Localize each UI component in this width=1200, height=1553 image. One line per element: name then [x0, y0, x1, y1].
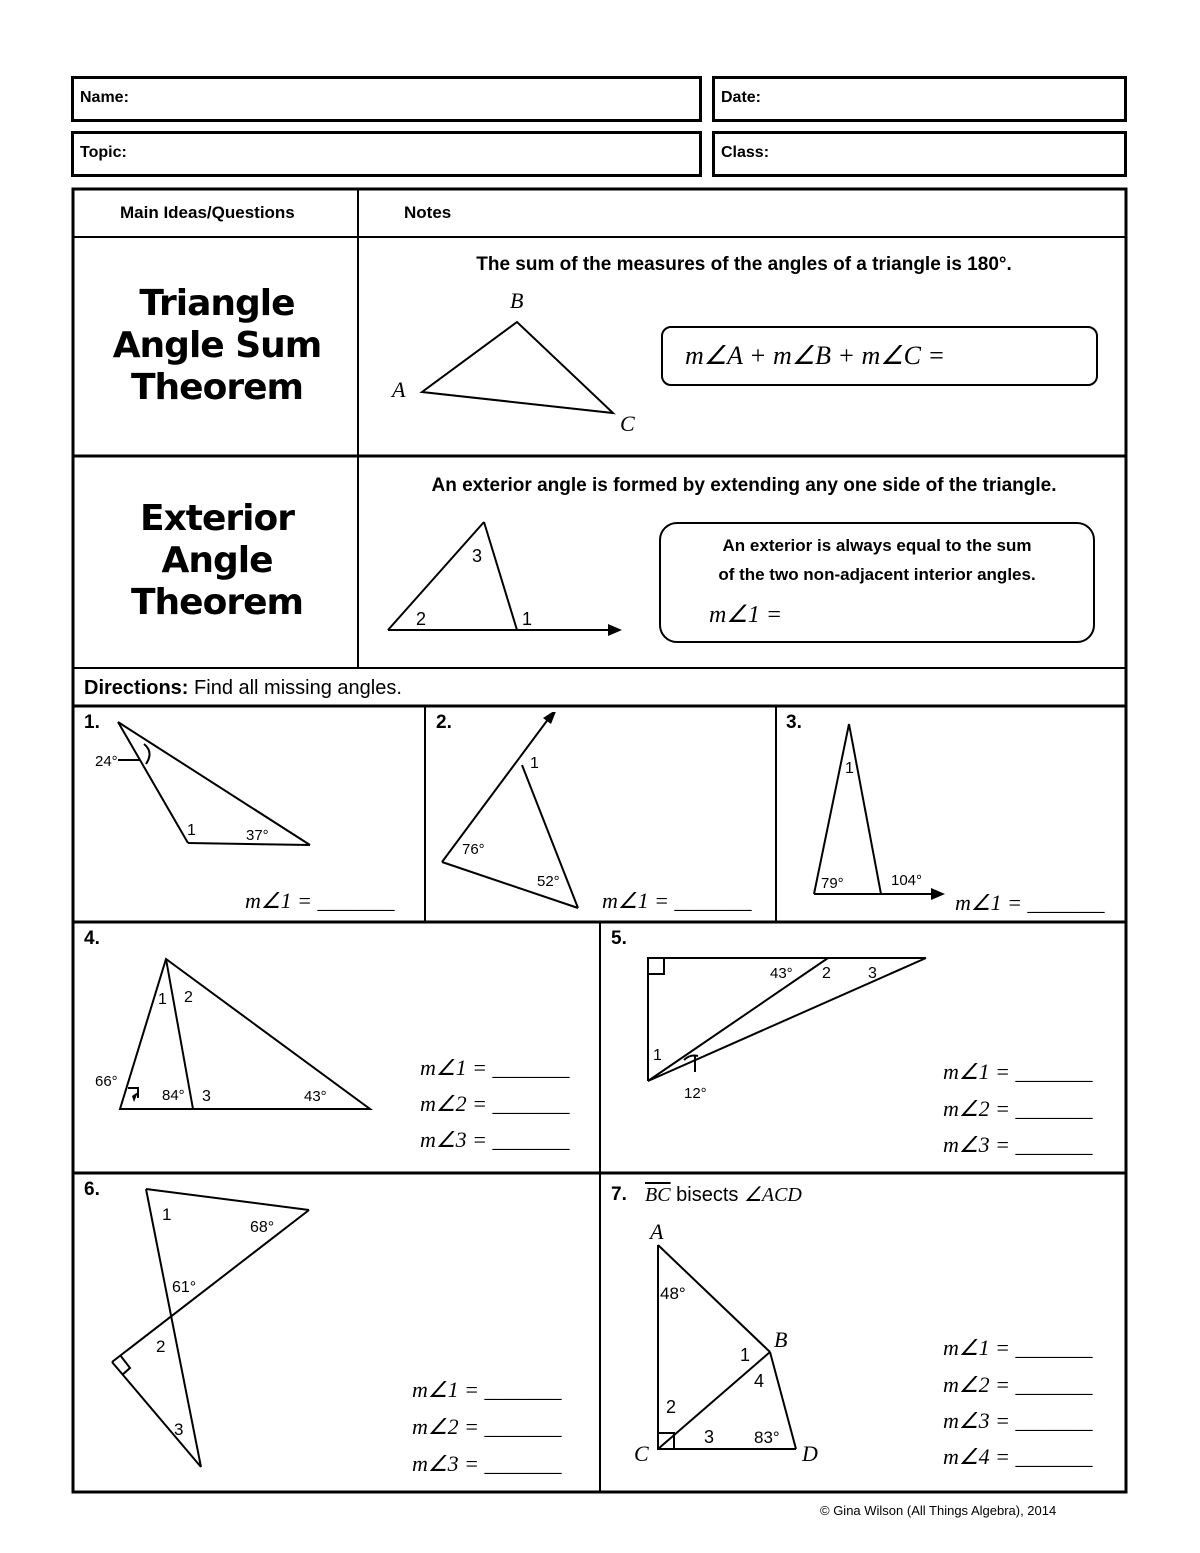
- p5-label-3: 3: [868, 965, 877, 982]
- problem-number: 7.: [611, 1184, 627, 1205]
- title-line: Angle: [161, 540, 273, 581]
- p6-label-61: 61°: [172, 1279, 197, 1296]
- title-line: Theorem: [130, 367, 303, 408]
- p4-label-84: 84°: [162, 1087, 185, 1104]
- answer-blank[interactable]: m∠3 = _______: [412, 1451, 562, 1476]
- p7-vertex-c: C: [634, 1441, 649, 1466]
- problem-2-diagram: [430, 712, 630, 912]
- p7-label-4: 4: [754, 1371, 765, 1391]
- answer-blank[interactable]: m∠2 = _______: [943, 1096, 1093, 1121]
- notes-header: Notes: [404, 203, 452, 222]
- answer-blank[interactable]: m∠1 = _______: [602, 888, 752, 913]
- p5-label-2: 2: [822, 965, 831, 982]
- sum-formula-box: [661, 326, 1098, 386]
- angle-1-label: 1: [522, 609, 533, 629]
- sum-formula: m∠A + m∠B + m∠C =: [685, 341, 946, 370]
- directions: [84, 677, 402, 700]
- problem-5-diagram: [640, 948, 940, 1108]
- title-line: Triangle: [139, 283, 295, 324]
- answer-blank[interactable]: m∠2 = _______: [420, 1091, 570, 1116]
- problem-4-diagram: [90, 948, 390, 1118]
- p7-label-48: 48°: [660, 1284, 686, 1303]
- p6-label-3: 3: [174, 1420, 184, 1439]
- p7-label-2: 2: [666, 1397, 677, 1417]
- main-ideas-header: Main Ideas/Questions: [120, 203, 295, 222]
- p4-label-3: 3: [202, 1088, 211, 1105]
- title-line: Angle Sum: [112, 325, 322, 366]
- answer-blank[interactable]: m∠1 = _______: [412, 1377, 562, 1402]
- problem-number: 6.: [84, 1179, 100, 1200]
- problem-6-diagram: [100, 1180, 330, 1480]
- p5-label-12: 12°: [684, 1085, 707, 1102]
- p1-label-1: 1: [187, 822, 196, 839]
- problem-7-diagram: [630, 1215, 830, 1475]
- exterior-angle-title: [76, 498, 358, 624]
- p4-label-66: 66°: [95, 1073, 118, 1090]
- rule-line: An exterior is always equal to the sum: [722, 536, 1032, 555]
- problem-number: 5.: [611, 928, 627, 949]
- vertex-a-label: A: [392, 377, 406, 402]
- p5-label-1: 1: [653, 1047, 662, 1064]
- copyright: © Gina Wilson (All Things Algebra), 2014: [820, 1503, 1057, 1518]
- title-line: Theorem: [130, 582, 303, 623]
- triangle-abc-diagram: [380, 285, 650, 445]
- exterior-angle-statement: An exterior angle is formed by extending any one side of the triangle.: [431, 475, 1057, 496]
- exterior-formula: m∠1 =: [709, 602, 783, 628]
- answer-blank[interactable]: m∠4 = _______: [943, 1444, 1093, 1469]
- p4-label-2: 2: [184, 989, 193, 1006]
- p7-vertex-b: B: [774, 1327, 788, 1352]
- p4-label-43: 43°: [304, 1088, 327, 1105]
- date-label: Date:: [721, 89, 762, 106]
- segment-bc: $\overline{BC}$: [645, 1184, 671, 1206]
- problem-number: 4.: [84, 928, 100, 949]
- directions-text: Find all missing angles.: [194, 677, 402, 699]
- vertex-c-label: C: [620, 411, 635, 436]
- problem-number: 1.: [84, 712, 100, 733]
- answer-blank[interactable]: m∠1 = _______: [943, 1335, 1093, 1360]
- p7-label-83: 83°: [754, 1428, 780, 1447]
- angle-acd: ∠ACD: [743, 1184, 802, 1206]
- problem-3-diagram: [805, 715, 955, 905]
- p6-label-1: 1: [162, 1205, 172, 1224]
- p2-label-1: 1: [530, 755, 539, 772]
- name-label: Name:: [80, 89, 129, 106]
- answer-blank[interactable]: m∠3 = _______: [943, 1408, 1093, 1433]
- problem-number: 3.: [786, 712, 802, 733]
- p3-label-1: 1: [845, 760, 854, 777]
- answer-blank[interactable]: m∠3 = _______: [943, 1132, 1093, 1157]
- answer-blank[interactable]: m∠2 = _______: [412, 1414, 562, 1439]
- p2-label-52: 52°: [537, 873, 560, 890]
- p2-label-76: 76°: [462, 841, 485, 858]
- p5-label-43: 43°: [770, 965, 793, 982]
- class-label: Class:: [721, 144, 770, 161]
- triangle-sum-title: [76, 283, 358, 409]
- p7-label-3: 3: [704, 1427, 715, 1447]
- answer-blank[interactable]: m∠3 = _______: [420, 1127, 570, 1152]
- vertex-b-label: B: [510, 288, 524, 313]
- p6-label-2: 2: [156, 1337, 166, 1356]
- answer-blank[interactable]: m∠1 = _______: [943, 1059, 1093, 1084]
- answer-blank[interactable]: m∠1 = _______: [245, 888, 395, 913]
- p7-vertex-a: A: [650, 1219, 664, 1244]
- exterior-rule-box: [659, 522, 1095, 643]
- directions-label: Directions:: [84, 677, 189, 699]
- problem-7-prompt: [645, 1182, 802, 1207]
- p6-label-68: 68°: [250, 1219, 275, 1236]
- problem-number: 2.: [436, 712, 452, 733]
- p7-vertex-d: D: [802, 1441, 818, 1466]
- p1-label-24: 24°: [95, 753, 118, 770]
- angle-2-label: 2: [416, 609, 427, 629]
- answer-blank[interactable]: m∠1 = _______: [420, 1055, 570, 1080]
- answer-blank[interactable]: m∠1 = _______: [955, 890, 1105, 915]
- prompt-text: bisects: [676, 1184, 739, 1206]
- p3-label-104: 104°: [891, 872, 923, 889]
- topic-label: Topic:: [80, 144, 127, 161]
- p7-label-1: 1: [740, 1345, 751, 1365]
- exterior-angle-diagram: [380, 510, 640, 640]
- p4-label-1: 1: [158, 991, 167, 1008]
- answer-blank[interactable]: m∠2 = _______: [943, 1372, 1093, 1397]
- problem-1-diagram: [80, 712, 410, 862]
- p3-label-79: 79°: [821, 875, 844, 892]
- rule-line: of the two non-adjacent interior angles.: [718, 565, 1036, 584]
- title-line: Exterior: [139, 498, 295, 539]
- angle-3-label: 3: [472, 546, 483, 566]
- p1-label-37: 37°: [246, 827, 269, 844]
- triangle-sum-statement: The sum of the measures of the angles of a triangle is 180°.: [476, 254, 1012, 275]
